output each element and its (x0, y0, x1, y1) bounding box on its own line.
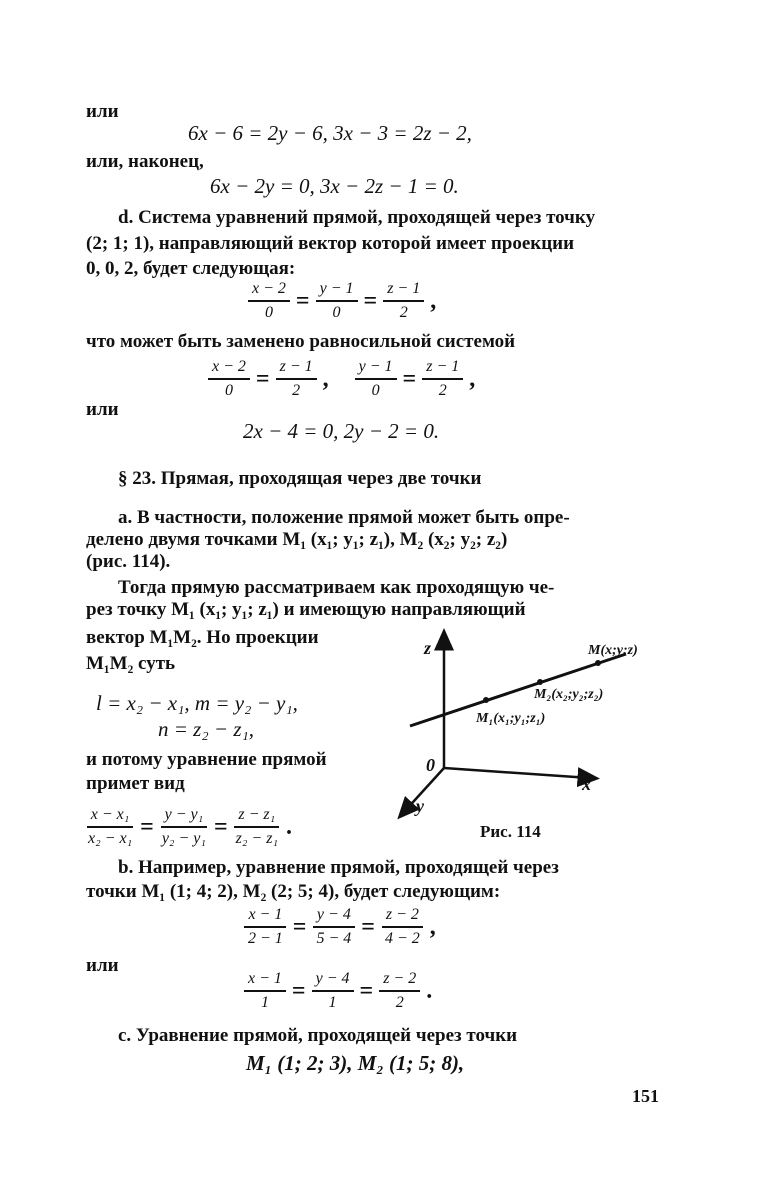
fraction: $\frac{y - 4}{1}$ (312, 970, 354, 1012)
axis-y-label: y (416, 796, 424, 816)
fraction: $\frac{z - 1}{2}$ (383, 280, 424, 322)
point-m2-label: M₂(x₂;y₂;z₂) (534, 687, 604, 702)
equation: 6x − 6 = 2y − 6, 3x − 3 = 2z − 2, (188, 121, 472, 145)
paragraph-a-line2: делено двумя точками M₁ (x₁; y₁; z₁), M₂ (x₂; y₂; z₂) (86, 529, 508, 550)
fraction: $\frac{y - 4}{5 - 4}$ (312, 906, 355, 948)
fraction: $\frac{x - 1}{2 - 1}$ (244, 906, 287, 948)
paragraph-b-line1: b. Например, уравнение прямой, проходящей через (118, 857, 559, 878)
fraction-equation-2: $\frac{x - 2}{0}$ = $\frac{z - 1}{2}$ , $\frac{y - 1}{0}$ = $\frac{z - 1}{2}$ , (208, 358, 475, 400)
section-heading: § 23. Прямая, проходящая через две точки (118, 468, 482, 489)
paragraph-c-line1: c. Уравнение прямой, проходящей через точки (118, 1025, 518, 1046)
text-line: что может быть заменено равносильной системой (86, 331, 516, 352)
fraction: $\frac{\text{z − z₁}}{\text{z₂ − z₁}}$ (235, 806, 278, 847)
equation: 2x − 4 = 0, 2y − 2 = 0. (243, 419, 440, 443)
fraction: $\frac{\text{y − y₁}}{\text{y₂ − y₁}}$ (161, 806, 206, 847)
text-line: примет вид (86, 773, 185, 794)
paragraph-b-line2: точки M₁ (1; 4; 2), M₂ (2; 5; 4), будет следующим: (86, 881, 501, 902)
axis-x-label: x (582, 774, 591, 794)
text-line: и потому уравнение прямой (86, 749, 327, 770)
paragraph-d-line1: d. Система уравнений прямой, проходящей через точку (118, 207, 596, 228)
axis-z-label: z (424, 638, 432, 658)
fraction-equation-1: $\frac{x - 2}{0}$ = $\frac{y - 1}{0}$ = $\frac{z - 1}{2}$ , (248, 280, 436, 322)
fraction: $\frac{z - 1}{2}$ (422, 358, 463, 400)
text-line: или (86, 955, 119, 976)
paragraph-c-line2: M₁ (1; 2; 3), M₂ (1; 5; 8), (246, 1051, 465, 1075)
point-m2-dot (537, 679, 543, 685)
point-m-label: M(x;y;z) (588, 643, 638, 658)
equation: l = x₂ − x₁, m = y₂ − y₁, (96, 691, 298, 715)
figure-114 (390, 628, 670, 828)
fraction-equation-4: $\frac{x - 1}{2 - 1}$ = $\frac{y - 4}{5 - 4}$ = $\frac{z - 2}{4 - 2}$ , (244, 906, 436, 948)
axis-x-line (444, 768, 590, 778)
text-line: или (86, 101, 119, 122)
paragraph-a-line3: (рис. 114). (86, 551, 171, 572)
fraction: $\frac{x - 1}{1}$ (244, 970, 286, 1012)
figure-caption: Рис. 114 (480, 822, 541, 841)
point-m1-dot (483, 697, 489, 703)
fraction: $\frac{x - 2}{0}$ (248, 280, 290, 322)
paragraph-a-line7: M₁M₂ суть (86, 653, 176, 674)
paragraph-a-line5: рез точку M₁ (x₁; y₁; z₁) и имеющую направляющий (86, 599, 526, 620)
equation: 6x − 2y = 0, 3x − 2z − 1 = 0. (210, 174, 459, 198)
fraction: $\frac{y - 1}{0}$ (355, 358, 397, 400)
fraction-equation-3: $\frac{\text{x − x₁}}{\text{x₂ − x₁}}$ = $\frac{\text{y − y₁}}{\text{y₂ − y₁}}$ = $\frac{\text{z − z₁}}{\text{z₂ − z₁}}$ . (84, 806, 292, 848)
fraction: $\frac{z - 2}{4 - 2}$ (381, 906, 424, 948)
page-number: 151 (632, 1086, 659, 1106)
equation: n = z₂ − z₁, (158, 717, 255, 741)
text-line: или, наконец, (86, 151, 204, 172)
fraction-equation-5: $\frac{x - 1}{1}$ = $\frac{y - 4}{1}$ = $\frac{z - 2}{2}$ . (244, 970, 432, 1012)
fraction: $\frac{z - 2}{2}$ (379, 970, 420, 1012)
fraction: $\frac{y - 1}{0}$ (316, 280, 358, 322)
paragraph-d-line2: (2; 1; 1), направляющий вектор которой имеет проекции (86, 233, 575, 254)
paragraph-a-line1: a. В частности, положение прямой может быть опре- (118, 507, 570, 528)
origin-label: 0 (426, 755, 435, 775)
fraction: $\frac{x - 2}{0}$ (208, 358, 250, 400)
text-line: или (86, 399, 119, 420)
point-m-dot (595, 660, 601, 666)
paragraph-d-line3: 0, 0, 2, будет следующая: (86, 258, 296, 279)
fraction: $\frac{z - 1}{2}$ (276, 358, 317, 400)
paragraph-a-line6: вектор M₁M₂. Но проекции (86, 627, 319, 648)
axis-y-line (404, 768, 444, 812)
fraction: $\frac{\text{x − x₁}}{\text{x₂ − x₁}}$ (88, 806, 133, 847)
paragraph-a-line4: Тогда прямую рассматриваем как проходящую че- (118, 577, 555, 598)
point-m1-label: M₁(x₁;y₁;z₁) (476, 711, 546, 726)
